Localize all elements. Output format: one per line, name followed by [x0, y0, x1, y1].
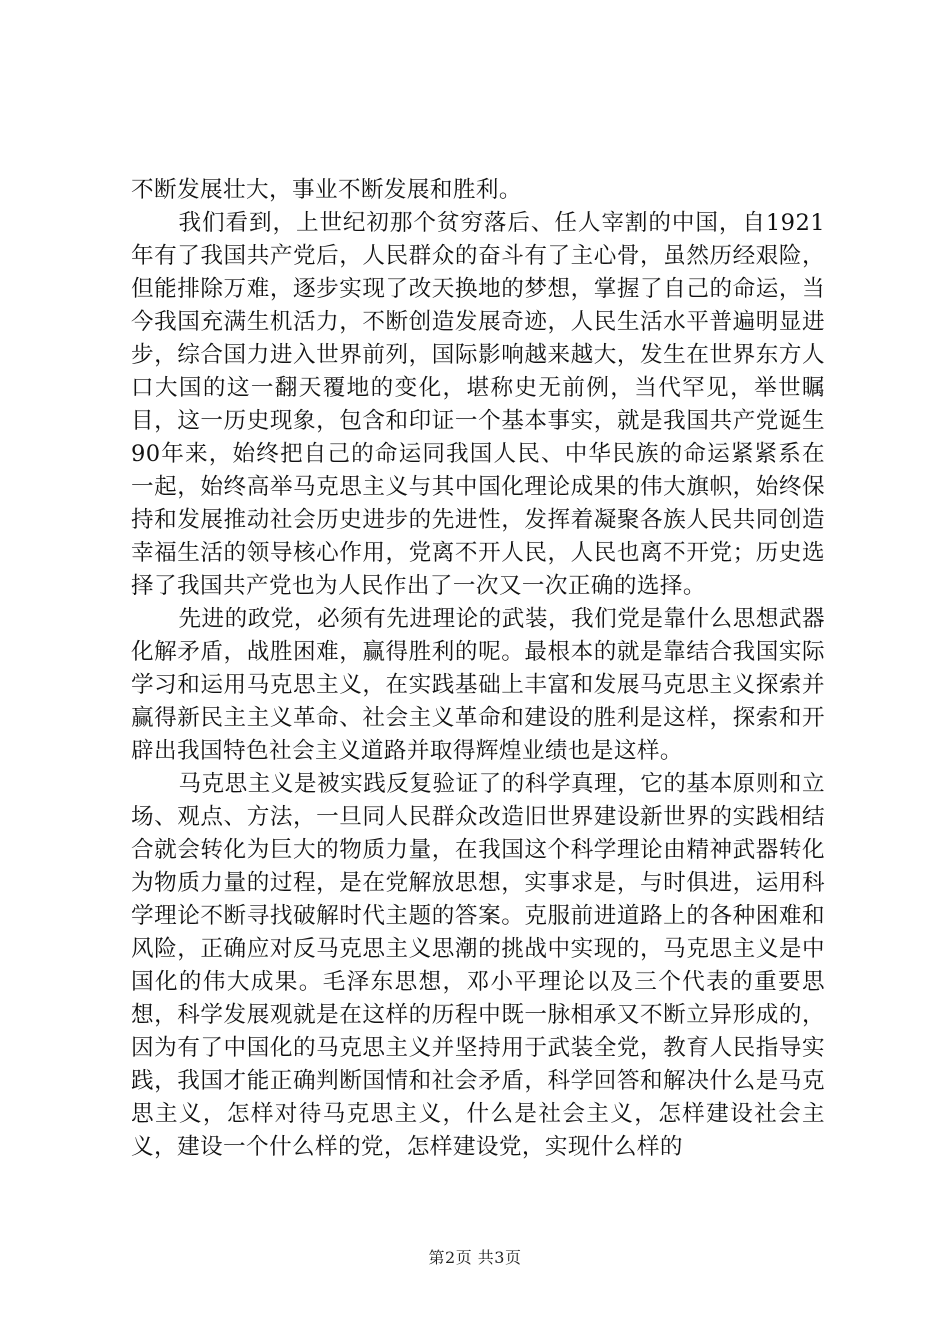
document-body [131, 174, 825, 1164]
paragraph-history: 我们看到，上世纪初那个贫穷落后、任人宰割的中国，自1921年有了我国共产党后，人民群众的奋斗有了主心骨，虽然历经艰险，但能排除万难，逐步实现了改天换地的梦想，掌握了自己的命运，当今我国充满生机活力，不断创造发展奇迹，人民生活水平普遍明显进步，综合国力进入世界前列，国际影响越来越大，发生在世界东方人口大国的这一翻天覆地的变化，堪称史无前例，当代罕见，举世瞩目，这一历史现象，包含和印证一个基本事实，就是我国共产党诞生90年来，始终把自己的命运同我国人民、中华民族的命运紧紧系在一起，始终高举马克思主义与其中国化理论成果的伟大旗帜，始终保持和发展推动社会历史进步的先进性，发挥着凝聚各族人民共同创造幸福生活的领导核心作用，党离不开人民，人民也离不开党；历史选择了我国共产党也为人民作出了一次又一次正确的选择。 [131, 210, 825, 599]
paragraph-continuation: 不断发展壮大，事业不断发展和胜利。 [131, 177, 522, 203]
page-footer: 第2页 共3页 [428, 1248, 522, 1267]
paragraph-theory: 先进的政党，必须有先进理论的武装，我们党是靠什么思想武器化解矛盾，战胜困难，赢得胜利的呢。最根本的就是靠结合我国实际学习和运用马克思主义，在实践基础上丰富和发展马克思主义探索并赢得新民主主义革命、社会主义革命和建设的胜利是这样，探索和开辟出我国特色社会主义道路并取得辉煌业绩也是这样。 [131, 606, 825, 764]
paragraph-marxism: 马克思主义是被实践反复验证了的科学真理，它的基本原则和立场、观点、方法，一旦同人民群众改造旧世界建设新世界的实践相结合就会转化为巨大的物质力量，在我国这个科学理论由精神武器转化为物质力量的过程，是在党解放思想，实事求是，与时俱进，运用科学理论不断寻找破解时代主题的答案。克服前进道路上的各种困难和风险，正确应对反马克思主义思潮的挑战中实现的，马克思主义是中国化的伟大成果。毛泽东思想，邓小平理论以及三个代表的重要思想，科学发展观就是在这样的历程中既一脉相承又不断立异形成的，因为有了中国化的马克思主义并坚持用于武装全党，教育人民指导实践，我国才能正确判断国情和社会矛盾，科学回答和解决什么是马克思主义，怎样对待马克思主义，什么是社会主义，怎样建设社会主义，建设一个什么样的党，怎样建设党，实现什么样的 [131, 771, 825, 1160]
